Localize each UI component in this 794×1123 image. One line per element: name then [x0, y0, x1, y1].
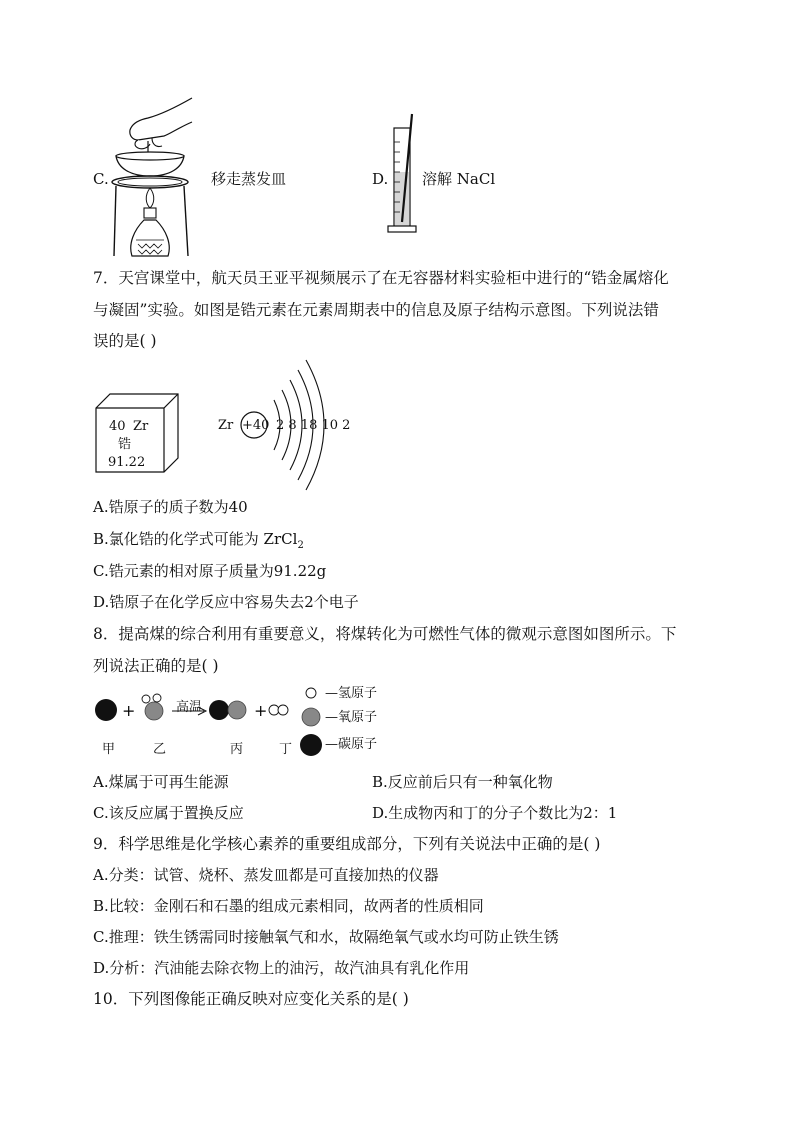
legend-hydrogen: —氢原子 — [325, 686, 378, 701]
option-d-caption: 溶解 NaCl — [422, 170, 496, 188]
q7-stem-line3: 误的是( ) — [93, 332, 157, 350]
option-d-letter: D. — [372, 170, 389, 188]
q9-option-a: A.分类：试管、烧杯、蒸发皿都是可直接加热的仪器 — [93, 866, 439, 884]
label-yi: 乙 — [153, 742, 167, 757]
zr-atomic-mass: 91.22 — [108, 455, 146, 470]
svg-text:+: + — [254, 701, 268, 720]
label-ding: 丁 — [279, 742, 293, 757]
reaction-condition: 高温 — [176, 700, 203, 715]
atom-symbol: Zr — [218, 418, 234, 433]
option-c-caption: 移走蒸发皿 — [211, 170, 287, 188]
q9-option-b: B.比较：金刚石和石墨的组成元素相同，故两者的性质相同 — [93, 897, 484, 915]
svg-text:+: + — [122, 701, 136, 720]
q7-stem-line1: 7．天宫课堂中，航天员王亚平视频展示了在无容器材料实验柜中进行的“锆金属熔化 — [93, 269, 669, 287]
zr-chinese-name: 锆 — [118, 437, 132, 452]
option-c-letter: C. — [93, 170, 109, 188]
q8-option-b: B.反应前后只有一种氧化物 — [372, 773, 553, 791]
q8-option-d: D.生成物丙和丁的分子个数比为2：1 — [372, 804, 618, 822]
graduated-cylinder-figure — [388, 112, 418, 238]
q9-option-d: D.分析：汽油能去除衣物上的油污，故汽油具有乳化作用 — [93, 959, 470, 977]
zr-symbol: Zr — [133, 419, 149, 434]
q10-stem: 10．下列图像能正确反映对应变化关系的是( ) — [93, 990, 409, 1008]
q9-option-c: C.推理：铁生锈需同时接触氧气和水，故隔绝氧气或水均可防止铁生锈 — [93, 928, 559, 946]
nucleus-charge: +40 — [242, 418, 270, 433]
q7-option-c: C.锆元素的相对原子质量为91.22g — [93, 562, 327, 580]
label-bing: 丙 — [230, 742, 244, 757]
q7-option-b: B.氯化锆的化学式可能为 ZrCl$_2$ — [93, 530, 304, 551]
q7-stem-line2: 与凝固”实验。如图是锆元素在元素周期表中的信息及原子结构示意图。下列说法错 — [93, 301, 659, 319]
electron-shells: 2 8 18 10 2 — [276, 418, 351, 433]
evaporating-dish-figure — [108, 96, 200, 260]
q8-stem-line2: 列说法正确的是( ) — [93, 657, 219, 675]
q8-stem-line1: 8．提高煤的综合利用有重要意义，将煤转化为可燃性气体的微观示意图如图所示。下 — [93, 625, 677, 643]
label-jia: 甲 — [102, 742, 116, 757]
q8-option-a: A.煤属于可再生能源 — [93, 773, 229, 791]
q8-option-c: C.该反应属于置换反应 — [93, 804, 244, 822]
zr-atomic-number: 40 — [109, 419, 126, 434]
q9-stem: 9．科学思维是化学核心素养的重要组成部分，下列有关说法中正确的是( ) — [93, 835, 601, 853]
legend-oxygen: —氧原子 — [325, 710, 378, 725]
q7-option-d: D.锆原子在化学反应中容易失去2个电子 — [93, 593, 359, 611]
q7-option-a: A.锆原子的质子数为40 — [93, 498, 248, 516]
legend-carbon: —碳原子 — [325, 737, 378, 752]
